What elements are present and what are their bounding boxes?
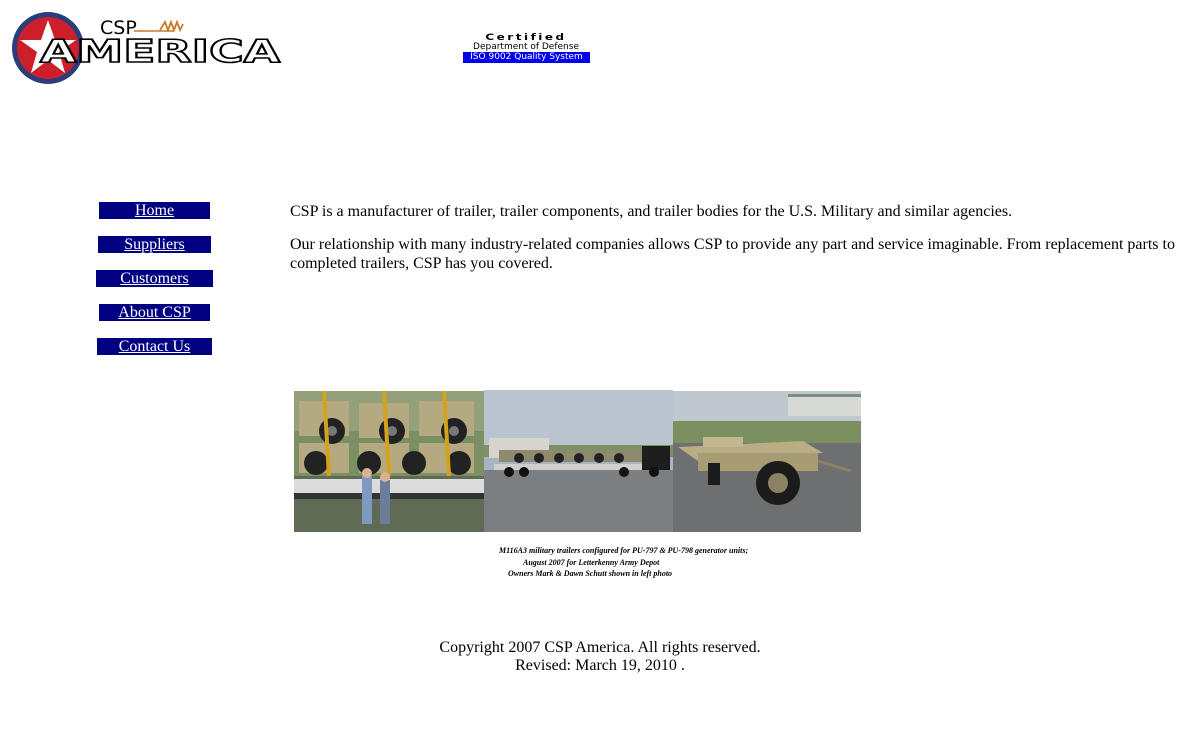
nav-customers-button[interactable]: Customers xyxy=(96,270,213,287)
cert-iso-system: ISO 9002 Quality System xyxy=(463,52,590,63)
footer xyxy=(0,639,1200,675)
logo-graphic xyxy=(10,10,285,86)
copyright-text: Copyright 2007 CSP America. All rights reserved. xyxy=(439,639,761,656)
photo-trailers-owners xyxy=(294,391,484,532)
photo-flatbed-truck xyxy=(484,390,673,532)
revised-date-text: Revised: March 19, 2010 . xyxy=(515,657,685,674)
caption-line-1: M116A3 military trailers configured for PU-797 & PU-798 generator units; xyxy=(499,546,749,555)
intro-paragraph-1: CSP is a manufacturer of trailer, trailer components, and trailer bodies for the U.S. Military and similar agencies. xyxy=(290,203,1013,220)
intro-paragraph-2: Our relationship with many industry-related companies allows CSP to provide any part and service imaginable. From replacement parts to completed trailers, CSP has you covered. xyxy=(290,236,1175,272)
cert-title: Certified xyxy=(485,31,567,42)
logo-small-text: CSP xyxy=(100,17,137,39)
cert-department: Department of Defense xyxy=(473,42,579,52)
logo-big-text: AMERICA xyxy=(40,34,280,70)
csp-america-logo[interactable] xyxy=(10,10,285,86)
nav-contact-button[interactable]: Contact Us xyxy=(97,338,212,355)
nav-suppliers-button[interactable]: Suppliers xyxy=(98,236,211,253)
photo-single-trailer xyxy=(673,391,861,532)
intro-text xyxy=(290,202,1190,287)
caption-line-3: Owners Mark & Dawn Schutt shown in left photo xyxy=(508,569,673,578)
nav-about-button[interactable]: About CSP xyxy=(99,304,210,321)
caption-line-2: August 2007 for Letterkenny Army Depot xyxy=(523,557,660,567)
photo-caption xyxy=(470,545,810,580)
iso-certification-badge xyxy=(458,33,598,65)
nav-home-button[interactable]: Home xyxy=(99,202,210,219)
